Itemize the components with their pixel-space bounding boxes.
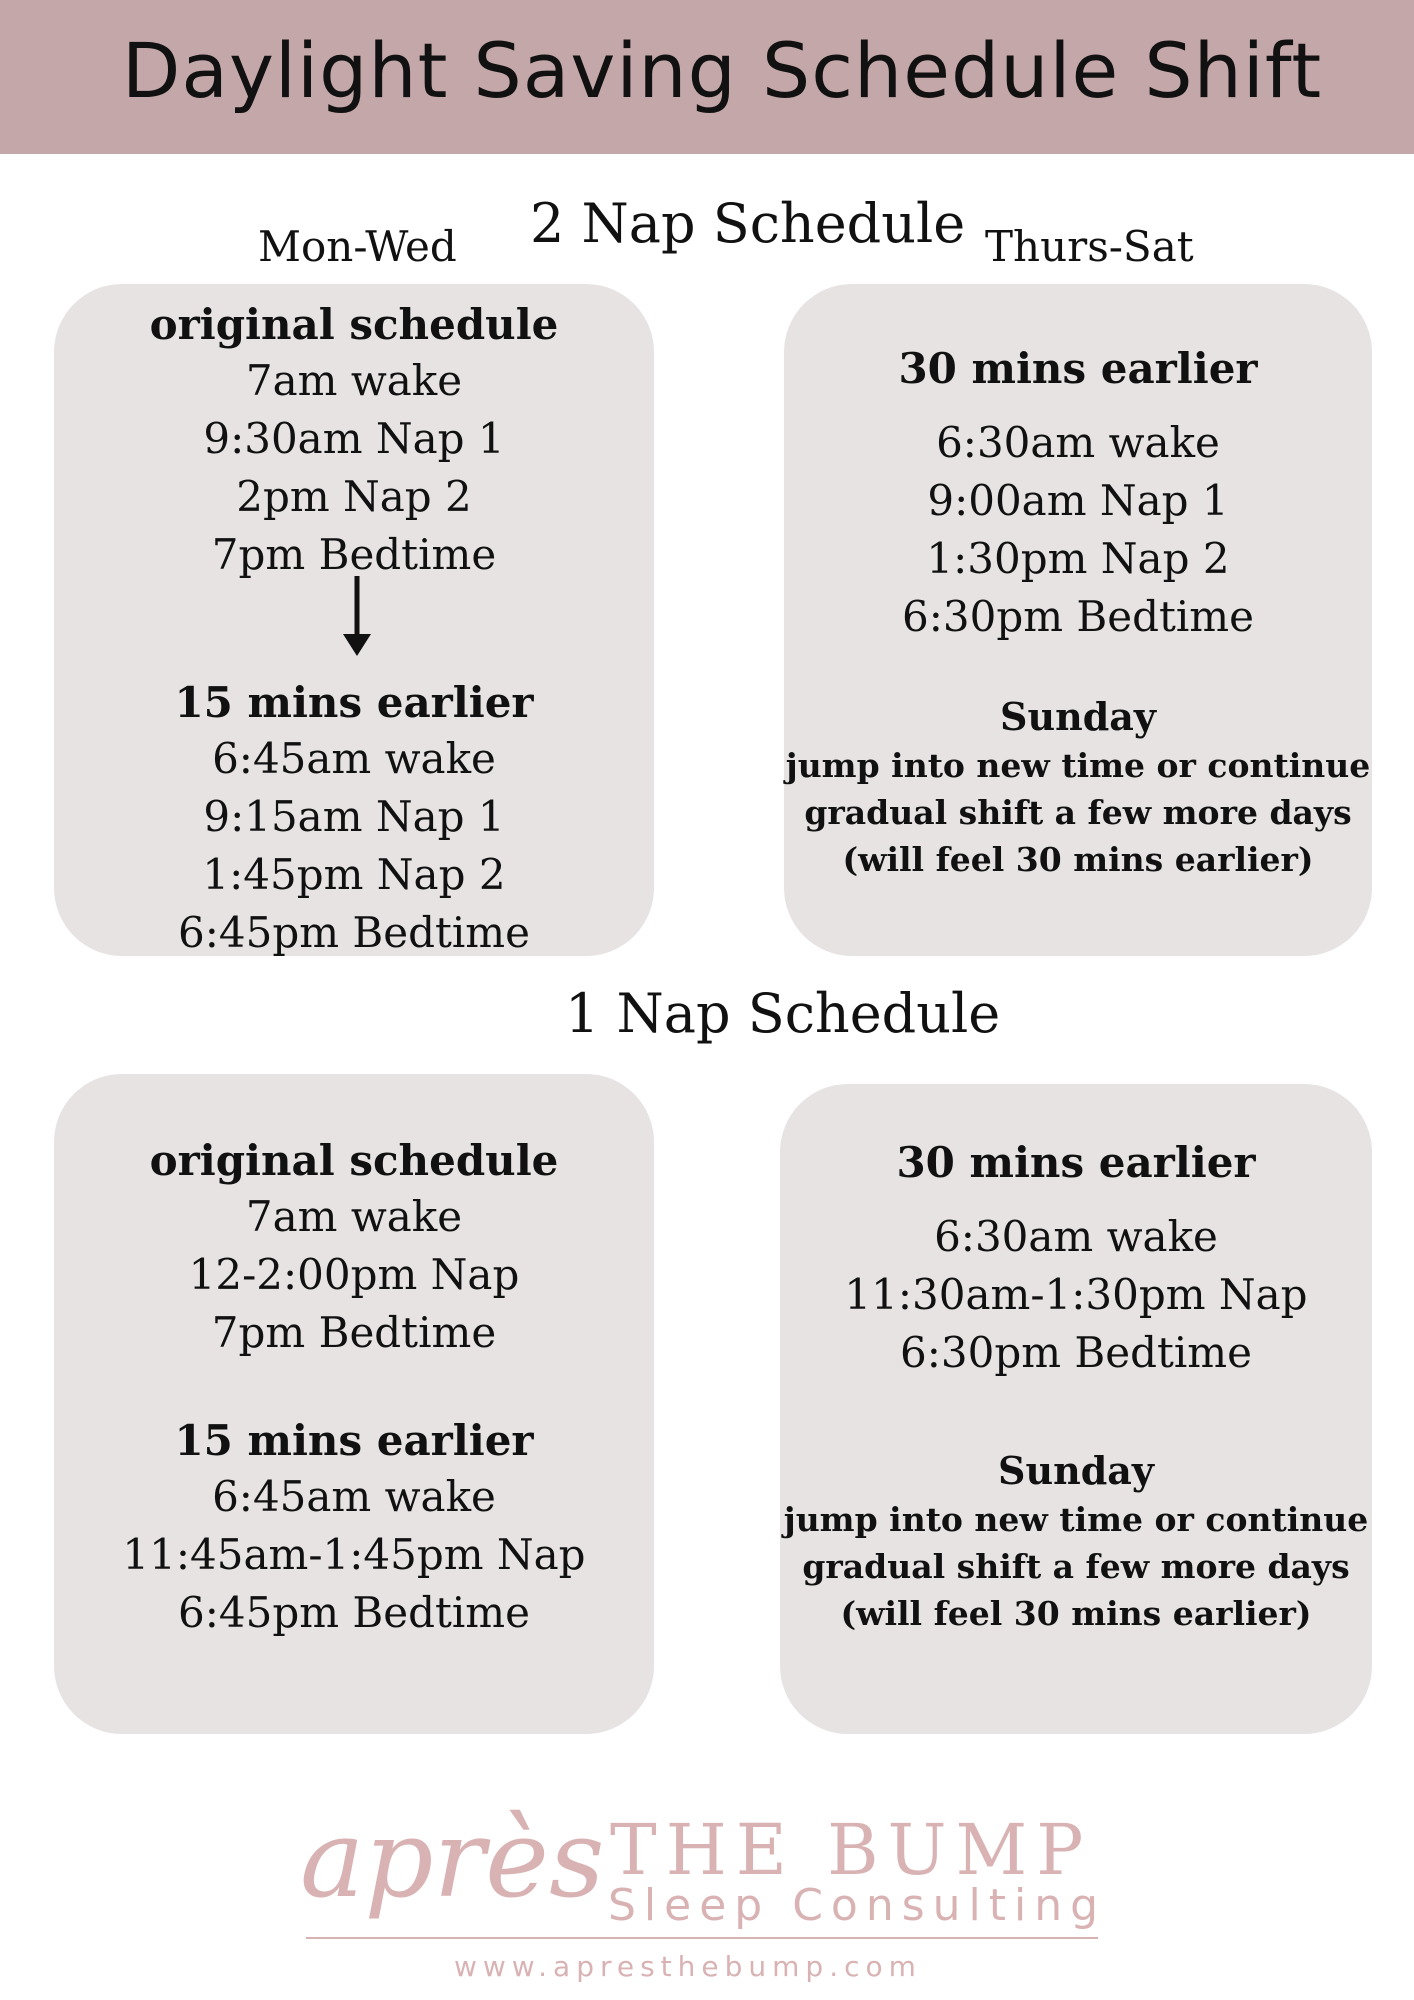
shift-heading: 15 mins earlier <box>174 1416 534 1465</box>
schedule-line: 9:15am Nap 1 <box>203 792 505 841</box>
sunday-line: gradual shift a few more days <box>804 793 1352 832</box>
down-arrow-icon <box>340 574 374 658</box>
sunday-line: (will feel 30 mins earlier) <box>840 1594 1312 1633</box>
schedule-line: 6:30pm Bedtime <box>900 1328 1252 1377</box>
apres-the-bump-logo <box>290 1770 1130 1990</box>
one-nap-shift-card <box>780 1084 1372 1734</box>
schedule-line: 6:30pm Bedtime <box>902 592 1254 641</box>
logo-subtitle: Sleep Consulting <box>608 1880 1107 1931</box>
schedule-line: 7pm Bedtime <box>211 1308 497 1357</box>
schedule-line: 2pm Nap 2 <box>236 472 472 521</box>
sunday-line: gradual shift a few more days <box>802 1547 1350 1586</box>
sunday-line: (will feel 30 mins earlier) <box>842 840 1314 879</box>
sunday-line: jump into new time or continue <box>783 1500 1369 1539</box>
page-title: Daylight Saving Schedule Shift <box>121 26 1323 115</box>
schedule-line: 6:45pm Bedtime <box>178 908 530 957</box>
schedule-line: 7pm Bedtime <box>211 530 497 579</box>
header-bar <box>0 0 1414 154</box>
original-schedule-heading: original schedule <box>149 1136 559 1185</box>
shift-heading: 15 mins earlier <box>174 678 534 727</box>
schedule-line: 1:30pm Nap 2 <box>926 534 1230 583</box>
schedule-line: 12-2:00pm Nap <box>188 1250 520 1299</box>
mon-wed-label: Mon-Wed <box>258 222 457 271</box>
schedule-line: 11:30am-1:30pm Nap <box>844 1270 1308 1319</box>
schedule-line: 6:45am wake <box>212 734 496 783</box>
two-nap-title: 2 Nap Schedule <box>530 192 966 255</box>
schedule-line: 9:00am Nap 1 <box>927 476 1229 525</box>
logo-url: www.apresthebump.com <box>454 1950 922 1983</box>
one-nap-original-card <box>54 1074 654 1734</box>
schedule-line: 6:30am wake <box>934 1212 1218 1261</box>
schedule-line: 6:45am wake <box>212 1472 496 1521</box>
one-nap-title: 1 Nap Schedule <box>565 982 1001 1045</box>
two-nap-mon-wed-card <box>54 284 654 956</box>
sunday-heading: Sunday <box>998 1448 1154 1493</box>
sunday-heading: Sunday <box>1000 694 1156 739</box>
original-schedule-heading: original schedule <box>149 300 559 349</box>
two-nap-thurs-sat-card <box>784 284 1372 956</box>
schedule-line: 11:45am-1:45pm Nap <box>122 1530 586 1579</box>
schedule-line: 9:30am Nap 1 <box>203 414 505 463</box>
schedule-line: 6:45pm Bedtime <box>178 1588 530 1637</box>
schedule-line: 1:45pm Nap 2 <box>202 850 506 899</box>
schedule-line: 7am wake <box>245 356 463 405</box>
logo-name: THE BUMP <box>610 1809 1093 1891</box>
brand-logo <box>290 1770 1130 1990</box>
schedule-line: 6:30am wake <box>936 418 1220 467</box>
logo-script: après <box>300 1797 605 1922</box>
thirty-mins-heading: 30 mins earlier <box>896 1138 1256 1187</box>
thirty-mins-heading: 30 mins earlier <box>898 344 1258 393</box>
schedule-line: 7am wake <box>245 1192 463 1241</box>
sunday-line: jump into new time or continue <box>785 746 1371 785</box>
thurs-sat-label: Thurs-Sat <box>985 222 1194 271</box>
